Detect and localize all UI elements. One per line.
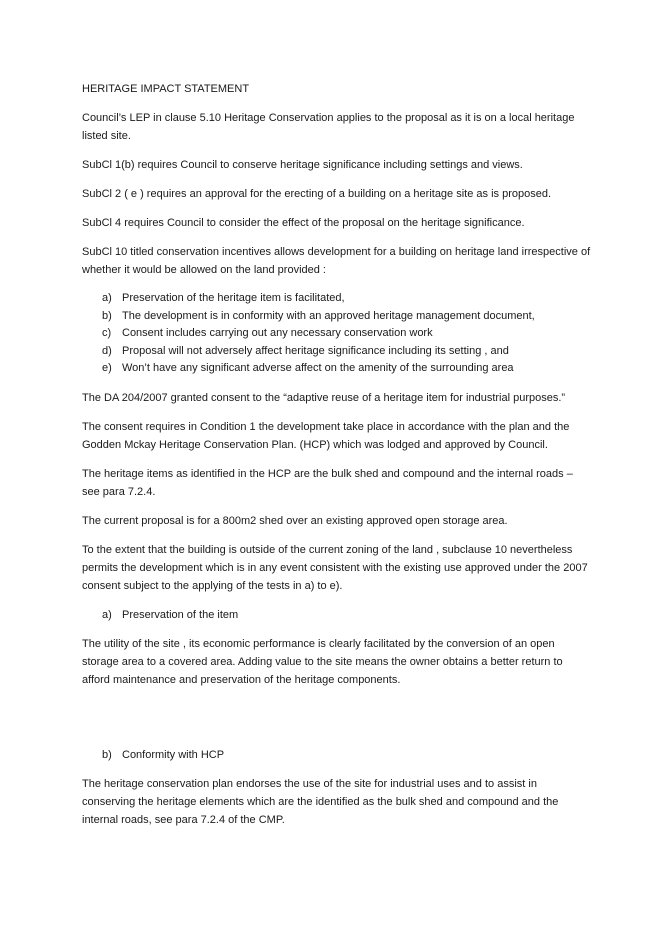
- list-item-text: The development is in conformity with an approved heritage management document,: [122, 309, 535, 322]
- paragraph-lep-clause: Council’s LEP in clause 5.10 Heritage Conservation applies to the proposal as it is on a local heritage listed site.: [82, 112, 575, 142]
- conditions-list: [82, 290, 592, 378]
- section-a-heading: [82, 606, 592, 624]
- section-marker: b): [102, 748, 112, 761]
- list-item: [82, 308, 592, 326]
- list-item-text: Proposal will not adversely affect heritage significance including its setting , and: [122, 344, 509, 357]
- list-marker: e): [102, 362, 112, 374]
- list-marker: a): [102, 292, 112, 304]
- section-heading-text: Preservation of the item: [122, 608, 239, 621]
- section-b-text: The heritage conservation plan endorses the use of the site for industrial uses and to assist in conserving the heritage elements which are the identified as the bulk shed and compound and the internal roads, see para 7.2.4 of the CMP.: [82, 777, 559, 826]
- paragraph-subcl-4: SubCl 4 requires Council to consider the effect of the proposal on the heritage significance.: [82, 217, 525, 229]
- list-item: [82, 343, 592, 361]
- list-item-text: Consent includes carrying out any necessary conservation work: [122, 327, 433, 339]
- document-title: HERITAGE IMPACT STATEMENT: [82, 83, 250, 95]
- section-heading-text: Conformity with HCP: [122, 748, 225, 761]
- paragraph-current-proposal: The current proposal is for a 800m2 shed over an existing approved open storage area.: [82, 514, 508, 527]
- section-b-heading: [82, 746, 592, 764]
- paragraph-subcl-10: SubCl 10 titled conservation incentives allows development for a building on heritage land irrespective of whether it would be allowed on the land provided :: [82, 246, 591, 276]
- blank-space: [82, 700, 592, 746]
- list-item: [82, 290, 592, 308]
- paragraph-zoning: To the extent that the building is outside of the current zoning of the land , subclause 10 nevertheless permits the development which is in any event consistent with the existing use approved under the 2007 consent subject to the applying of the tests in a) to e).: [82, 543, 588, 592]
- paragraph-subcl-2e: SubCl 2 ( e ) requires an approval for the erecting of a building on a heritage site as is proposed.: [82, 188, 551, 200]
- list-item-text: Preservation of the heritage item is facilitated,: [122, 292, 345, 304]
- section-a-text: The utility of the site , its economic performance is clearly facilitated by the conversion of an open storage area to a covered area. Adding value to the site means the owner obtains a better return to afford maintenance and preservation of the heritage components.: [82, 637, 563, 686]
- paragraph-da-consent: The DA 204/2007 granted consent to the “adaptive reuse of a heritage item for industrial purposes.”: [82, 391, 566, 404]
- paragraph-heritage-items: The heritage items as identified in the HCP are the bulk shed and compound and the internal roads – see para 7.2.4.: [82, 467, 573, 498]
- list-item-text: Won’t have any significant adverse affect on the amenity of the surrounding area: [122, 362, 514, 374]
- list-item: [82, 360, 592, 378]
- list-marker: b): [102, 309, 112, 322]
- section-marker: a): [102, 608, 112, 621]
- paragraph-subcl-1b: SubCl 1(b) requires Council to conserve heritage significance including settings and views.: [82, 159, 523, 171]
- paragraph-condition-1: The consent requires in Condition 1 the development take place in accordance with the plan and the Godden Mckay Heritage Conservation Plan. (HCP) which was lodged and approved by Council.: [82, 420, 570, 451]
- list-marker: d): [102, 344, 112, 357]
- list-marker: c): [102, 327, 112, 339]
- list-item: [82, 325, 592, 343]
- document-page: [82, 80, 592, 840]
